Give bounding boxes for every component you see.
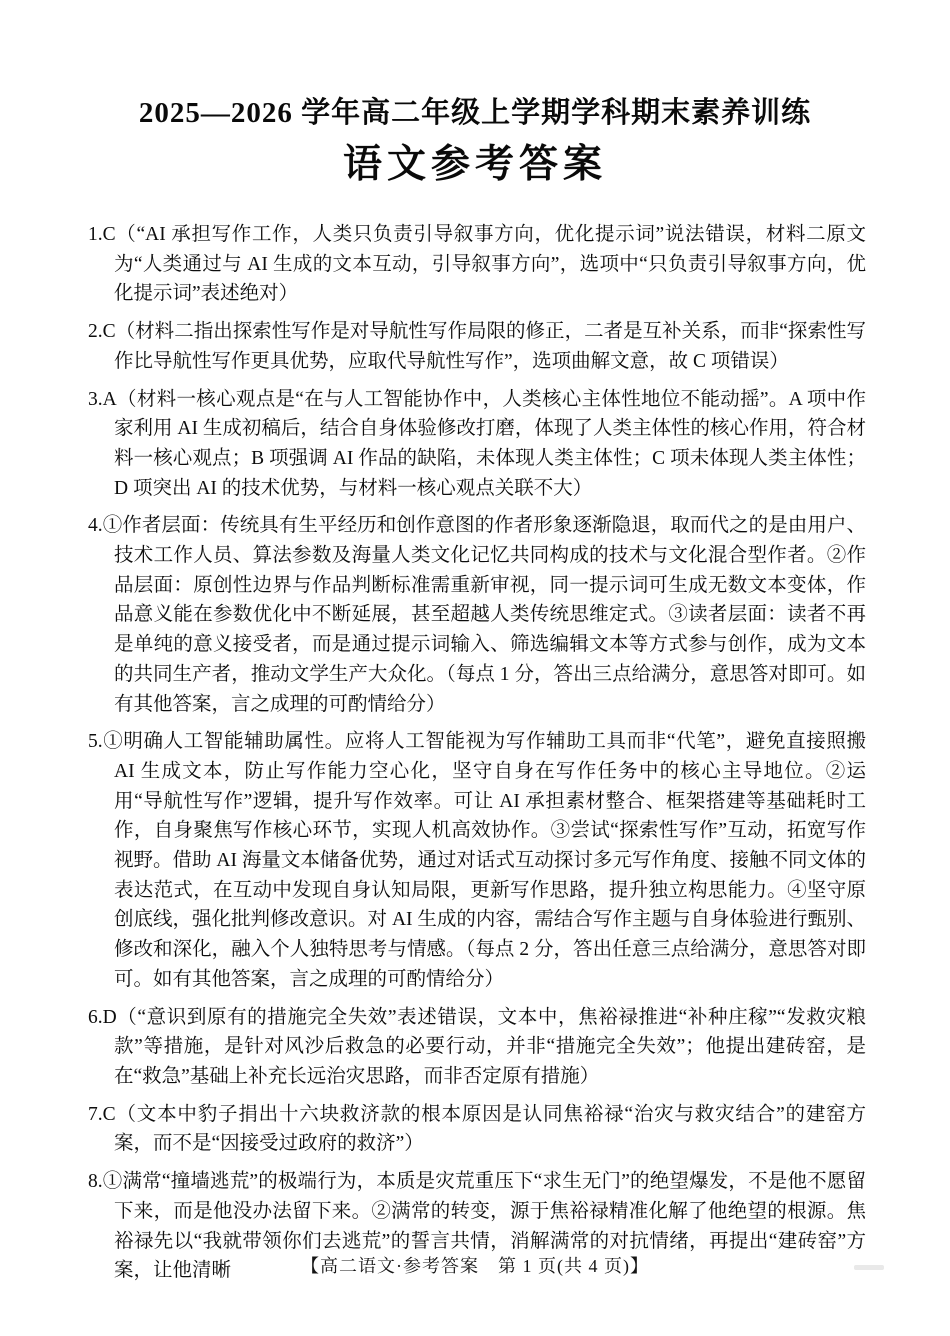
answer-item-7: 7.C（文本中豹子捐出十六块救济款的根本原因是认同焦裕禄“治灾与救灾结合”的建窑方案，而不是“因接受过政府的救济”） xyxy=(88,1103,866,1155)
document-header xyxy=(0,0,950,190)
answer-item-8: 8.①满常“撞墙逃荒”的极端行为，本质是灾荒重压下“求生无门”的绝望爆发，不是他不愿留下来，而是他没办法留下来。②满常的转变，源于焦裕禄精准化解了他绝望的根源。焦裕禄先以“我就带领你们去逃荒”的誓言共情，消解满常的对抗情绪，再提出“建砖窑”方案，让他清晰 xyxy=(88,1171,866,1282)
answer-list xyxy=(88,220,866,1286)
page-footer: 【高二语文·参考答案 第 1 页(共 4 页)】 xyxy=(301,1256,649,1276)
answer-item-6: 6.D（“意识到原有的措施完全失效”表述错误，文本中，焦裕禄推进“补种庄稼”“发救灾粮款”等措施，是针对风沙后救急的必要行动，并非“措施完全失效”；他提出建砖窑，是在“救急”基础上补充长远治灾思路，而非否定原有措施） xyxy=(88,1006,866,1087)
scan-artifact-mark xyxy=(854,1265,884,1270)
answer-item-3: 3.A（材料一核心观点是“在与人工智能协作中，人类核心主体性地位不能动摇”。A 项中作家利用 AI 生成初稿后，结合自身体验修改打磨，体现了人类主体性的核心作用，符合材料一核心观点；B 项强调 AI 作品的缺陷，未体现人类主体性；C 项未体现人类主体性；D 项突出 AI 的技术优势，与材料一核心观点关联不大） xyxy=(88,388,866,499)
answer-item-4: 4.①作者层面：传统具有生平经历和创作意图的作者形象逐渐隐退，取而代之的是由用户、技术工作人员、算法参数及海量人类文化记忆共同构成的技术与文化混合型作者。②作品层面：原创性边界与作品判断标准需重新审视，同一提示词可生成无数文本变体，作品意义能在参数优化中不断延展，甚至超越人类传统思维定式。③读者层面：读者不再是单纯的意义接受者，而是通过提示词输入、筛选编辑文本等方式参与创作，成为文本的共同生产者，推动文学生产大众化。（每点 1 分，答出三点给满分，意思答对即可。如有其他答案，言之成理的可酌情给分） xyxy=(88,515,866,715)
answer-item-5: 5.①明确人工智能辅助属性。应将人工智能视为写作辅助工具而非“代笔”，避免直接照搬 AI 生成文本，防止写作能力空心化，坚守自身在写作任务中的核心主导地位。②运用“导航性写作”逻辑，提升写作效率。可让 AI 承担素材整合、框架搭建等基础耗时工作，自身聚焦写作核心环节，实现人机高效协作。③尝试“探索性写作”互动，拓宽写作视野。借助 AI 海量文本储备优势，通过对话式互动探讨多元写作角度、接触不同文体的表达范式，在互动中发现自身认知局限，更新写作思路，提升独立构思能力。④坚守原创底线，强化批判修改意识。对 AI 生成的内容，需结合写作主题与自身体验进行甄别、修改和深化，融入个人独特思考与情感。（每点 2 分，答出任意三点给满分，意思答对即可。如有其他答案，言之成理的可酌情给分） xyxy=(88,731,866,990)
page-title: 语文参考答案 xyxy=(342,143,607,186)
answer-item-2: 2.C（材料二指出探索性写作是对导航性写作局限的修正，二者是互补关系，而非“探索性写作比导航性写作更具优势，应取代导航性写作”，选项曲解文意，故 C 项错误） xyxy=(88,321,866,372)
exam-session-title: 2025—2026 学年高二年级上学期学科期末素养训练 xyxy=(138,97,812,129)
answer-item-1: 1.C（“AI 承担写作工作，人类只负责引导叙事方向，优化提示词”说法错误，材料二原文为“人类通过与 AI 生成的文本互动，引导叙事方向”，选项中“只负责引导叙事方向，优化提示词”表述绝对） xyxy=(88,224,866,305)
